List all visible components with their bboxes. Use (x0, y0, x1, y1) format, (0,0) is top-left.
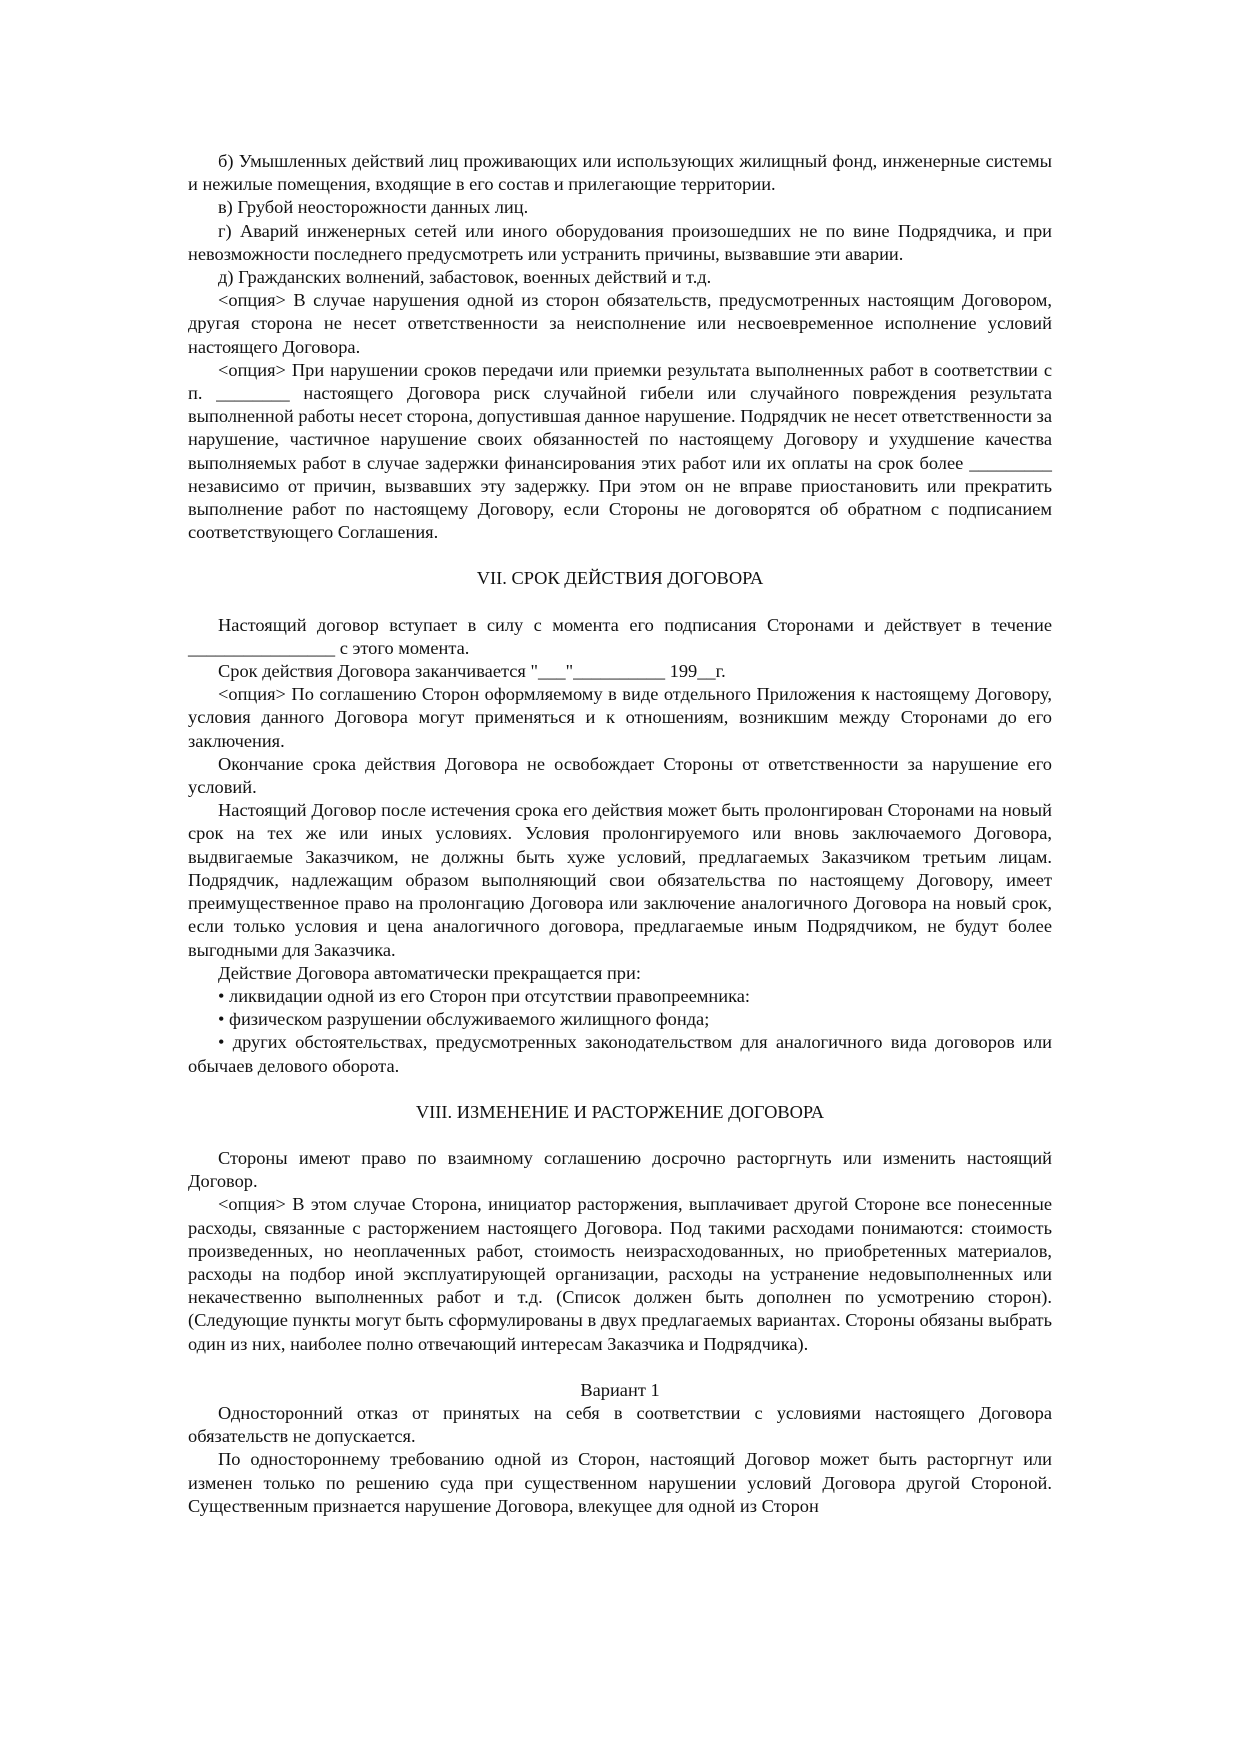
paragraph-option-breach: <опция> В случае нарушения одной из сторон обязательств, предусмотренных настоящим Договором, другая сторона не несет ответственности за неисполнение или несвоевременное исполнение условий настоящего Договора. (188, 290, 1052, 357)
paragraph-option-prior-relations: <опция> По соглашению Сторон оформляемому в виде отдельного Приложения к настоящему Договору, условия данного Договора могут применяться и к отношениям, возникшим между Сторонами до его заключения. (188, 684, 1052, 751)
paragraph-termination-intro: Действие Договора автоматически прекращается при: (218, 962, 641, 983)
list-item-liquidation: • ликвидации одной из его Сторон при отсутствии правопреемника: (218, 985, 751, 1006)
paragraph-accidents: г) Аварий инженерных сетей или иного оборудования произошедших не по вине Подрядчика, и при невозможности последнего предусмотреть или устранить причины, вызвавшие эти аварии. (188, 220, 1052, 264)
list-item-other-circumstances: • других обстоятельствах, предусмотренных законодательством для аналогичного вида договоров или обычаев делового оборота. (188, 1032, 1052, 1076)
paragraph-option-expenses: <опция> В этом случае Сторона, инициатор расторжения, выплачивает другой Стороне все понесенные расходы, связанные с расторжением настоящего Договора. Под такими расходами понимаются: стоимость произведенных, но неоплаченных работ, стоимость неизрасходованных, но приобретенных материалов, расходы на подбор иной эксплуатирующей организации, расходы на устранение недовыполненных или некачественно выполненных работ и т.д. (Список должен быть дополнен по усмотрению сторон). (Следующие пункты могут быть сформулированы в двух предлагаемых вариантах. Стороны обязаны выбрать один из них, наиболее полно отвечающий интересам Заказчика и Подрядчика). (188, 1194, 1052, 1354)
paragraph-expiry-date: Срок действия Договора заканчивается "___"__________ 199__г. (218, 661, 726, 682)
term-section-block (188, 614, 1052, 1078)
paragraph-intent: б) Умышленных действий лиц проживающих или использующих жилищный фонд, инженерные системы и нежилые помещения, входящие в его состав и прилегающие территории. (188, 151, 1052, 195)
paragraph-court-termination: По одностороннему требованию одной из Сторон, настоящий Договор может быть расторгнут или изменен только по решению суда при существенном нарушении условий Договора другой Стороной. Существенным признается нарушение Договора, влекущее для одной из Сторон (188, 1449, 1052, 1516)
paragraph-entry-into-force: Настоящий договор вступает в силу с момента его подписания Сторонами и действует в течение ________________ с этого момента. (188, 614, 1052, 658)
document-page (188, 150, 1052, 1518)
variant-1-block (188, 1402, 1052, 1518)
section-heading-amendment: VIII. ИЗМЕНЕНИЕ И РАСТОРЖЕНИЕ ДОГОВОРА (415, 1101, 825, 1122)
paragraph-no-unilateral-refusal: Односторонний отказ от принятых на себя в соответствии с условиями настоящего Договора обязательств не допускается. (188, 1402, 1052, 1447)
section-heading-term: VII. СРОК ДЕЙСТВИЯ ДОГОВОРА (476, 568, 764, 589)
liability-exemptions-block (188, 150, 1052, 544)
variant-heading: Вариант 1 (580, 1379, 660, 1400)
paragraph-negligence: в) Грубой неосторожности данных лиц. (218, 197, 529, 218)
paragraph-option-deadlines: <опция> При нарушении сроков передачи или приемки результата выполненных работ в соответствии с п. ________ настоящего Договора риск случайной гибели или случайного повреждения результата выполненной работы несет сторона, допустившая данное нарушение. Подрядчик не несет ответственности за нарушение, частичное нарушение своих обязанностей по настоящему Договору и ухудшение качества выполняемых работ в случае задержки финансирования этих работ или их оплаты на срок более _________ независимо от причин, вызвавших эту задержку. При этом он не вправе приостановить или прекратить выполнение работ по настоящему Договору, если Стороны не договорятся об обратном с подписанием соответствующего Соглашения. (188, 359, 1052, 543)
list-item-destruction: • физическом разрушении обслуживаемого жилищного фонда; (218, 1009, 710, 1030)
paragraph-prolongation: Настоящий Договор после истечения срока его действия может быть пролонгирован Сторонами на новый срок на тех же или иных условиях. Условия пролонгируемого или вновь заключаемого Договора, выдвигаемые Заказчиком, не должны быть хуже условий, предлагаемых Заказчиком третьим лицам. Подрядчик, надлежащим образом выполняющий свои обязательства по настоящему Договору, имеет преимущественное право на пролонгацию Договора или заключение аналогичного Договора на новый срок, если только условия и цена аналогичного договора, предлагаемые иным Подрядчиком, не будут более выгодными для Заказчика. (188, 800, 1052, 960)
paragraph-unrest: д) Гражданских волнений, забастовок, военных действий и т.д. (218, 267, 712, 288)
paragraph-end-of-term: Окончание срока действия Договора не освобождает Стороны от ответственности за нарушение его условий. (188, 753, 1052, 798)
amendment-section-block (188, 1147, 1052, 1356)
paragraph-mutual-agreement: Стороны имеют право по взаимному соглашению досрочно расторгнуть или изменить настоящий Договор. (188, 1147, 1052, 1192)
